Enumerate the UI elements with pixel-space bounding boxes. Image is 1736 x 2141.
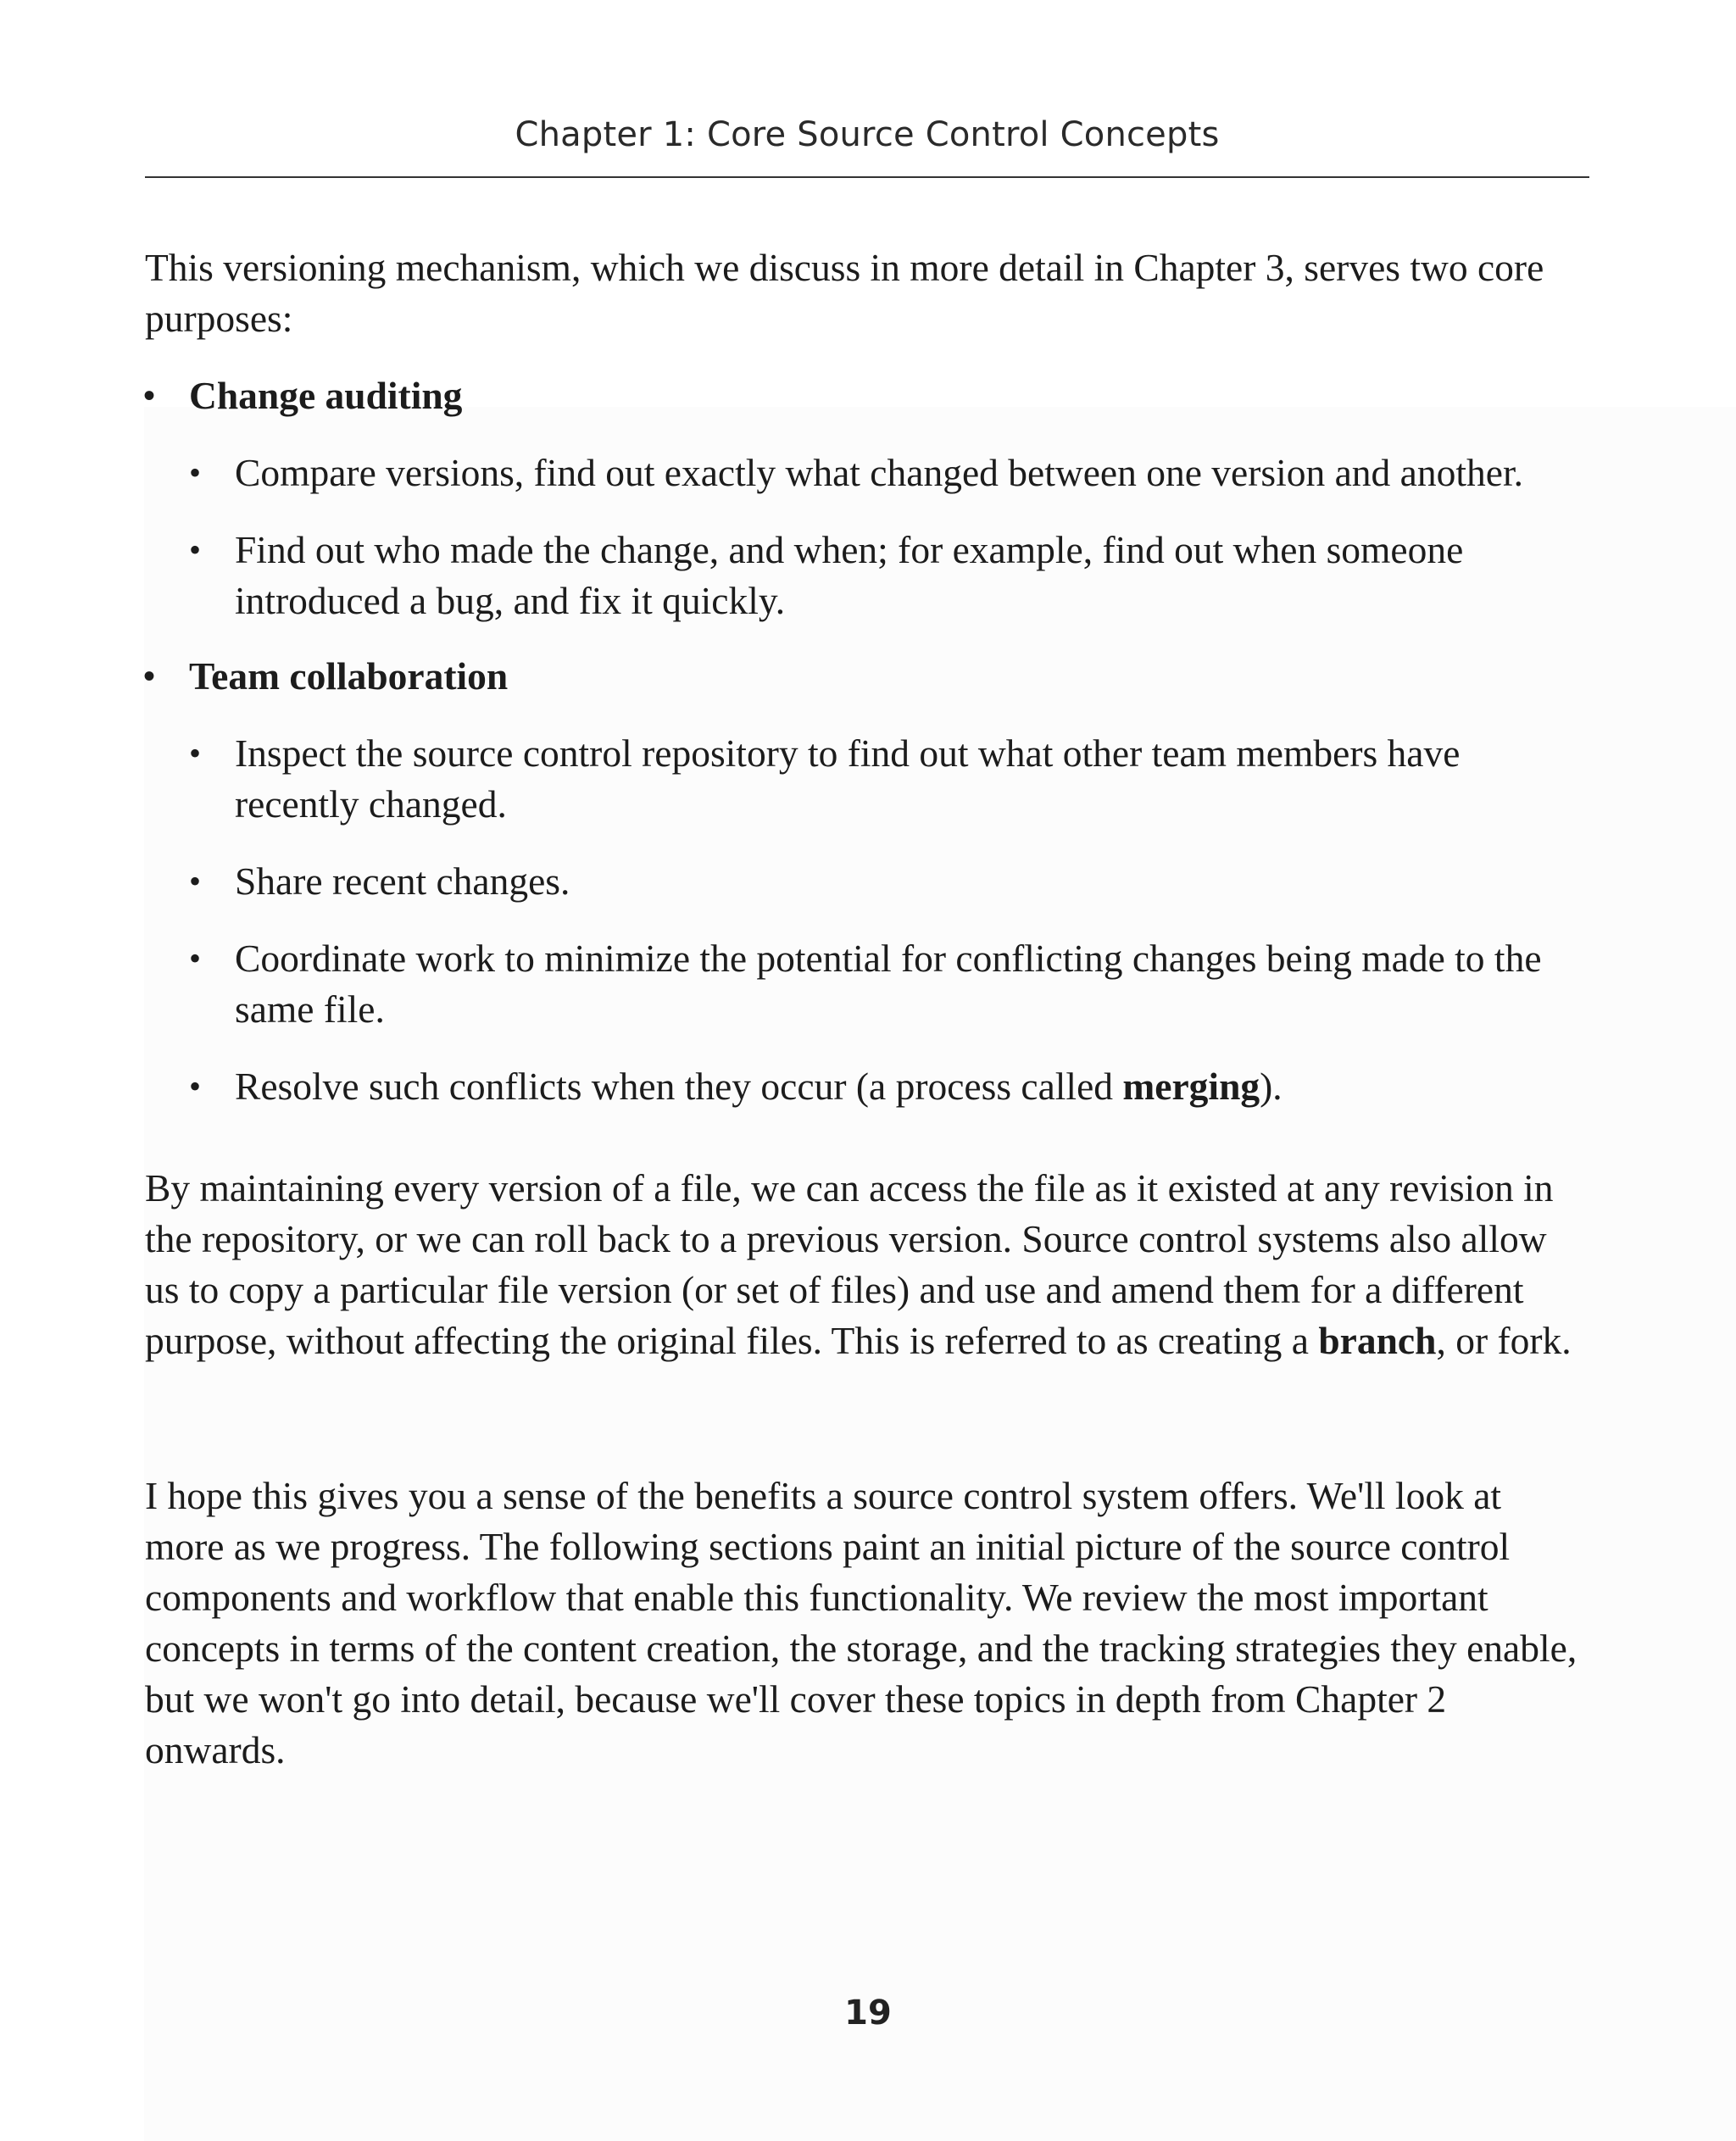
running-header: Chapter 1: Core Source Control Concepts [515, 115, 1220, 154]
bullet-title: Change auditing [189, 374, 463, 417]
term-branch: branch [1318, 1319, 1437, 1362]
bullet-icon: • [189, 531, 202, 569]
sub-bullet-text: Inspect the source control repository to find out what other team members have recently changed. [235, 731, 1461, 826]
sub-bullet-text: Coordinate work to minimize the potential for conflicting changes being made to the same file. [235, 937, 1542, 1031]
header-rule [145, 176, 1589, 178]
bullet-title: Team collaboration [189, 654, 509, 698]
bullet-icon: • [143, 376, 156, 414]
bullet-icon: • [143, 657, 156, 695]
sub-bullet-text: Resolve such conflicts when they occur (a process called merging). [235, 1065, 1283, 1108]
sub-bullet [189, 728, 1591, 830]
sub-bullet-text: Share recent changes. [235, 859, 570, 903]
paragraph-branch: By maintaining every version of a file, we can access the file as it existed at any revision in the repository, or we can roll back to a previous version. Source control systems also allow us to copy a particular file version (or set of files) and use and amend them for a different purpose, without affecting the original files. This is referred to as creating a branch, or fork. [145, 1166, 1572, 1362]
intro-paragraph: This versioning mechanism, which we discuss in more detail in Chapter 3, serves two core purposes: [145, 246, 1544, 340]
bullet-icon: • [189, 453, 202, 492]
sub-bullet [189, 856, 1591, 907]
sub-bullet [189, 933, 1591, 1035]
sub-bullet [189, 1061, 1591, 1112]
sub-bullet [189, 525, 1591, 626]
bullet-icon: • [189, 862, 202, 900]
sub-bullet-text: Compare versions, find out exactly what changed between one version and another. [235, 451, 1523, 494]
bullet-icon: • [189, 734, 202, 772]
page-number: 19 [844, 1994, 892, 2033]
bullet-change-auditing [143, 370, 1630, 421]
bullet-icon: • [189, 939, 202, 977]
sub-bullet [189, 448, 1591, 498]
bullet-icon: • [189, 1067, 202, 1105]
bullet-team-collaboration [143, 651, 1630, 702]
sub-bullet-text: Find out who made the change, and when; for example, find out when someone introduced a bug, and fix it quickly. [235, 528, 1464, 622]
paragraph-benefits: I hope this gives you a sense of the benefits a source control system offers. We'll look at more as we progress. The following sections paint an initial picture of the source control components and workflow that enable this functionality. We review the most important concepts in terms of the content creation, the storage, and the tracking strategies they enable, but we won't go into detail, because we'll cover these topics in depth from Chapter 2 onwards. [145, 1474, 1577, 1771]
term-merging: merging [1122, 1065, 1260, 1108]
